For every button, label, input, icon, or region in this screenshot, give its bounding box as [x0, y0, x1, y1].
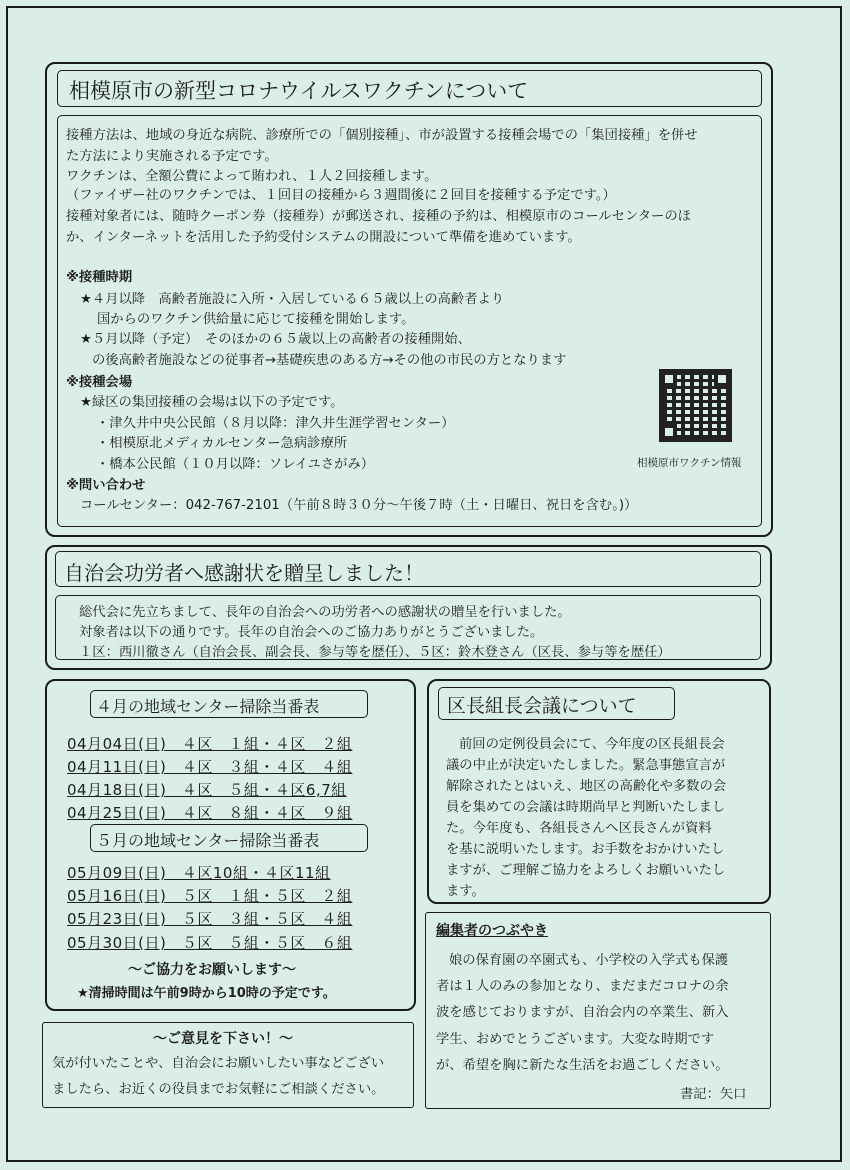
contact-heading: ※問い合わせ: [66, 478, 146, 493]
district-meeting-line: 議の中止が決定いたしました。緊急事態宣言が: [446, 758, 726, 773]
appreciation-line: １区：西川徹さん（自治会長、副会長、参与等を歴任）、５区：鈴木登さん（区長、参与等を歴任）: [79, 645, 671, 660]
editor-line: 波を感じておりますが、自治会内の卒業生、新入: [436, 1005, 729, 1020]
district-meeting-line: 前回の定例役員会にて、今年度の区長組長会: [459, 737, 725, 752]
schedule-line: 国からのワクチン供給量に応じて接種を開始します。: [97, 312, 415, 327]
schedule-line: ★４月以降 高齢者施設に入所・入居している６５歳以上の高齢者より: [80, 292, 505, 307]
schedule-line: の後高齢者施設などの従事者→基礎疾患のある方→その他の市民の方となります: [92, 353, 567, 368]
vaccine-intro-line: た方法により実施される予定です。: [66, 149, 278, 164]
schedule-line: ★５月以降（予定） そのほかの６５歳以上の高齢者の接種開始、: [80, 332, 471, 347]
district-meeting-line: 員を集めての会議は時期尚早と判断いたしまし: [446, 800, 726, 815]
april-row: 04月25日(日) ４区 ８組・４区 ９組: [67, 804, 353, 822]
vaccine-intro-line: 接種方法は、地域の身近な病院、診療所での「個別接種」、市が設置する接種会場での「集団接種」を併せ: [66, 128, 698, 143]
contact-line: コールセンター：042-767-2101（午前８時３０分～午後７時（土・日曜日、祝日を含む。)）: [80, 498, 638, 513]
district-meeting-line: を基に説明いたします。お手数をおかけいたし: [446, 842, 725, 857]
april-title: ４月の地域センター掃除当番表: [96, 697, 320, 716]
qr-caption: 相模原市ワクチン情報: [637, 457, 742, 469]
vaccine-intro-line: 接種対象者には、随時クーポン券（接種券）が郵送され、接種の予約は、相模原市のコールセンターのほ: [66, 209, 691, 224]
appreciation-line: 対象者は以下の通りです。長年の自治会へのご協力ありがとうございました。: [79, 625, 544, 640]
vaccine-intro-line: ワクチンは、全額公費によって賄われ、１人２回接種します。: [66, 169, 438, 184]
venue-heading: ※接種会場: [66, 375, 133, 390]
opinion-title: ～ご意見を下さい！～: [153, 1031, 293, 1047]
district-meeting-title: 区長組長会議について: [447, 695, 637, 717]
appreciation-title: 自治会功労者へ感謝状を贈呈しました！: [64, 561, 424, 585]
district-meeting-line: 解除されたとはいえ、地区の高齢化や多数の会: [446, 779, 727, 794]
qr-code-icon[interactable]: [659, 369, 732, 442]
vaccine-title: 相模原市の新型コロナウイルスワクチンについて: [69, 79, 529, 103]
editor-title: 編集者のつぶやき: [436, 923, 548, 939]
schedule-heading: ※接種時期: [66, 270, 133, 285]
april-row: 04月18日(日) ４区 ５組・４区6,7組: [67, 781, 347, 799]
editor-line: 学生、おめでとうございます。大変な時期です: [436, 1032, 715, 1047]
may-row: 05月09日(日) ４区10組・４区11組: [67, 864, 331, 882]
may-row: 05月30日(日) ５区 ５組・５区 ６組: [67, 934, 353, 952]
opinion-line: ましたら、お近くの役員までお気軽にご相談ください。: [52, 1082, 385, 1097]
venue-item: ・相模原北メディカルセンター急病診療所: [96, 436, 348, 451]
may-row: 05月16日(日) ５区 １組・５区 ２組: [67, 887, 353, 905]
editor-line: が、希望を胸に新たな生活をお過ごしください。: [436, 1058, 729, 1073]
appreciation-line: 総代会に先立ちまして、長年の自治会への功労者への感謝状の贈呈を行いました。: [79, 605, 571, 620]
district-meeting-line: た。今年度も、各組長さんへ区長さんが資料: [446, 821, 712, 836]
district-meeting-line: ます。: [446, 884, 485, 899]
editor-line: 娘の保育園の卒園式も、小学校の入学式も保護: [449, 953, 729, 968]
venue-item: ・津久井中央公民館（８月以降：津久井生涯学習センター）: [96, 416, 455, 431]
april-row: 04月04日(日) ４区 １組・４区 ２組: [67, 735, 353, 753]
venue-intro: ★緑区の集団接種の会場は以下の予定です。: [80, 395, 344, 410]
editor-line: 者は１人のみの参加となり、まだまだコロナの余: [436, 979, 729, 994]
cleaning-time-note: ★清掃時間は午前9時から10時の予定です。: [77, 986, 336, 1001]
opinion-line: 気が付いたことや、自治会にお願いしたい事などござい: [52, 1056, 385, 1071]
may-title: ５月の地域センター掃除当番表: [96, 831, 320, 850]
editor-signature: 書記：矢口: [680, 1087, 747, 1102]
vaccine-intro-line: か、インターネットを活用した予約受付システムの開設について準備を進めています。: [66, 230, 581, 245]
may-row: 05月23日(日) ５区 ３組・５区 ４組: [67, 910, 353, 928]
district-meeting-line: ますが、ご理解ご協力をよろしくお願いいたし: [446, 863, 726, 878]
vaccine-intro-line: （ファイザー社のワクチンでは、１回目の接種から３週間後に２回目を接種する予定です。）: [66, 188, 616, 203]
venue-item: ・橋本公民館（１０月以降：ソレイユさがみ）: [96, 457, 375, 472]
april-row: 04月11日(日) ４区 ３組・４区 ４組: [67, 758, 353, 776]
cooperation-request: ～ご協力をお願いします～: [128, 962, 296, 978]
